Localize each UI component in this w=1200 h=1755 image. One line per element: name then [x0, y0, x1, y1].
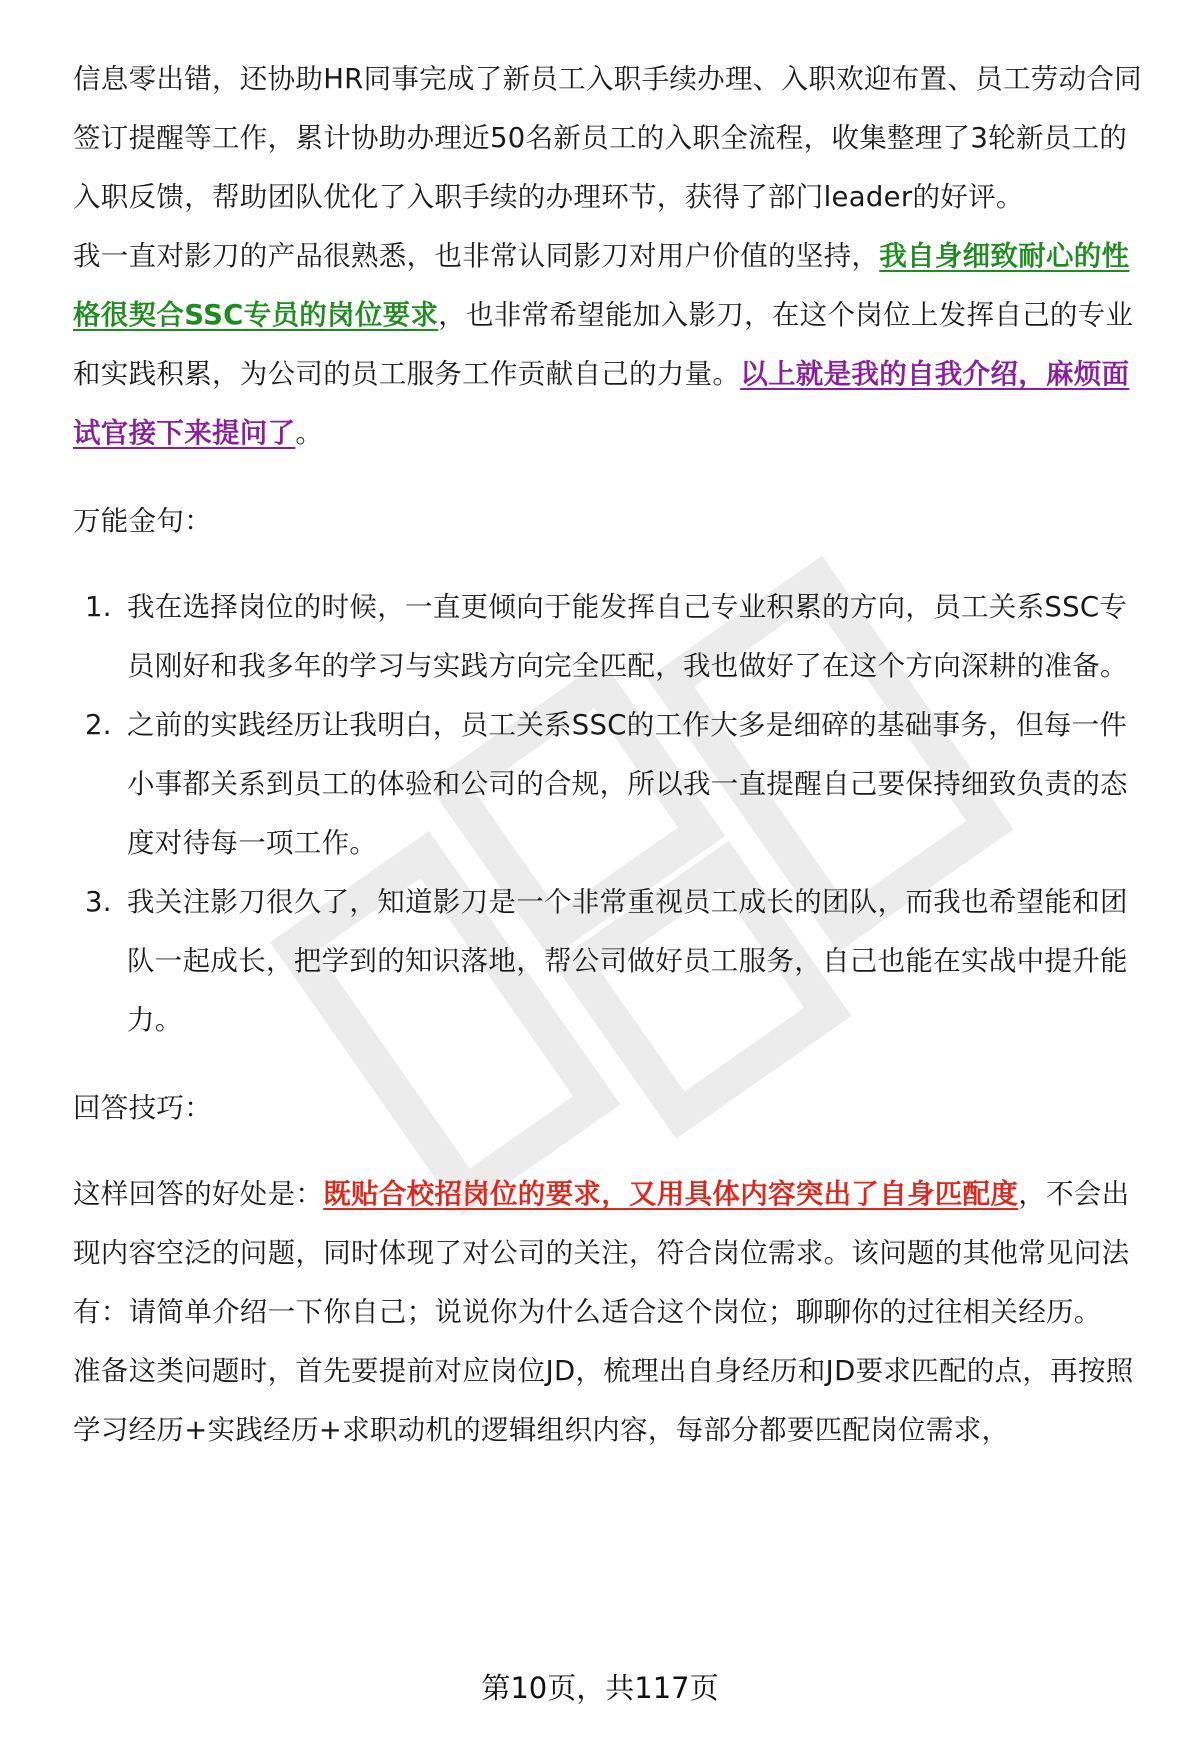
intro-paragraph-1: 信息零出错，还协助HR同事完成了新员工入职手续办理、入职欢迎布置、员工劳动合同签订提醒等工作，累计协助办理近50名新员工的入职全流程，收集整理了3轮新员工的入职反馈，帮助团队优化了入职手续的办理环节，获得了部门leader的好评。 [73, 63, 1142, 213]
highlight-red: 既贴合校招岗位的要求，又用具体内容突出了自身匹配度 [323, 1178, 1019, 1210]
golden-list [73, 578, 1153, 1050]
highlight-purple: 以上就是我的自我介绍，麻烦面试官接下来提问了 [73, 358, 1130, 449]
tips-text-start: 这样回答的好处是： [73, 1178, 324, 1210]
list-item-text: 之前的实践经历让我明白，员工关系SSC的工作大多是细碎的基础事务，但每一件小事都关系到员工的体验和公司的合规，所以我一直提醒自己要保持细致负责的态度对待每一项工作。 [127, 709, 1128, 859]
list-item [73, 578, 1153, 696]
list-item-number: 2. [85, 709, 112, 741]
highlight-green: 我自身细致耐心的性格很契合SSC专员的岗位要求 [73, 240, 1130, 331]
list-item [73, 696, 1153, 873]
tips-paragraph-1 [73, 1165, 1153, 1342]
page-number: 第10页，共117页 [481, 1671, 719, 1705]
list-item-text: 我在选择岗位的时候，一直更倾向于能发挥自己专业积累的方向，员工关系SSC专员刚好和我多年的学习与实践方向完全匹配，我也做好了在这个方向深耕的准备。 [127, 591, 1128, 682]
list-item-number: 3. [85, 886, 112, 918]
intro-text-start: 我一直对影刀的产品很熟悉，也非常认同影刀对用户价值的坚持， [73, 240, 880, 272]
document-body [73, 50, 1153, 1460]
intro-text-end: 。 [295, 417, 324, 449]
tips-paragraph-2: 准备这类问题时，首先要提前对应岗位JD，梳理出自身经历和JD要求匹配的点，再按照学习经历+实践经历+求职动机的逻辑组织内容，每部分都要匹配岗位需求， [73, 1355, 1134, 1446]
list-item [73, 873, 1153, 1050]
tips-text-end: ，不会出现内容空泛的问题，同时体现了对公司的关注，符合岗位需求。该问题的其他常见问法有：请简单介绍一下你自己；说说你为什么适合这个岗位；聊聊你的过往相关经历。 [73, 1178, 1130, 1328]
intro-paragraph-2 [73, 227, 1153, 463]
list-item-number: 1. [85, 591, 112, 623]
golden-heading: 万能金句： [73, 505, 212, 537]
intro-text-mid: ，也非常希望能加入影刀，在这个岗位上发挥自己的专业和实践积累，为公司的员工服务工作贡献自己的力量。 [73, 299, 1134, 390]
tips-heading: 回答技巧： [73, 1092, 212, 1124]
list-item-text: 我关注影刀很久了，知道影刀是一个非常重视员工成长的团队，而我也希望能和团队一起成长，把学到的知识落地，帮公司做好员工服务，自己也能在实战中提升能力。 [127, 886, 1128, 1036]
